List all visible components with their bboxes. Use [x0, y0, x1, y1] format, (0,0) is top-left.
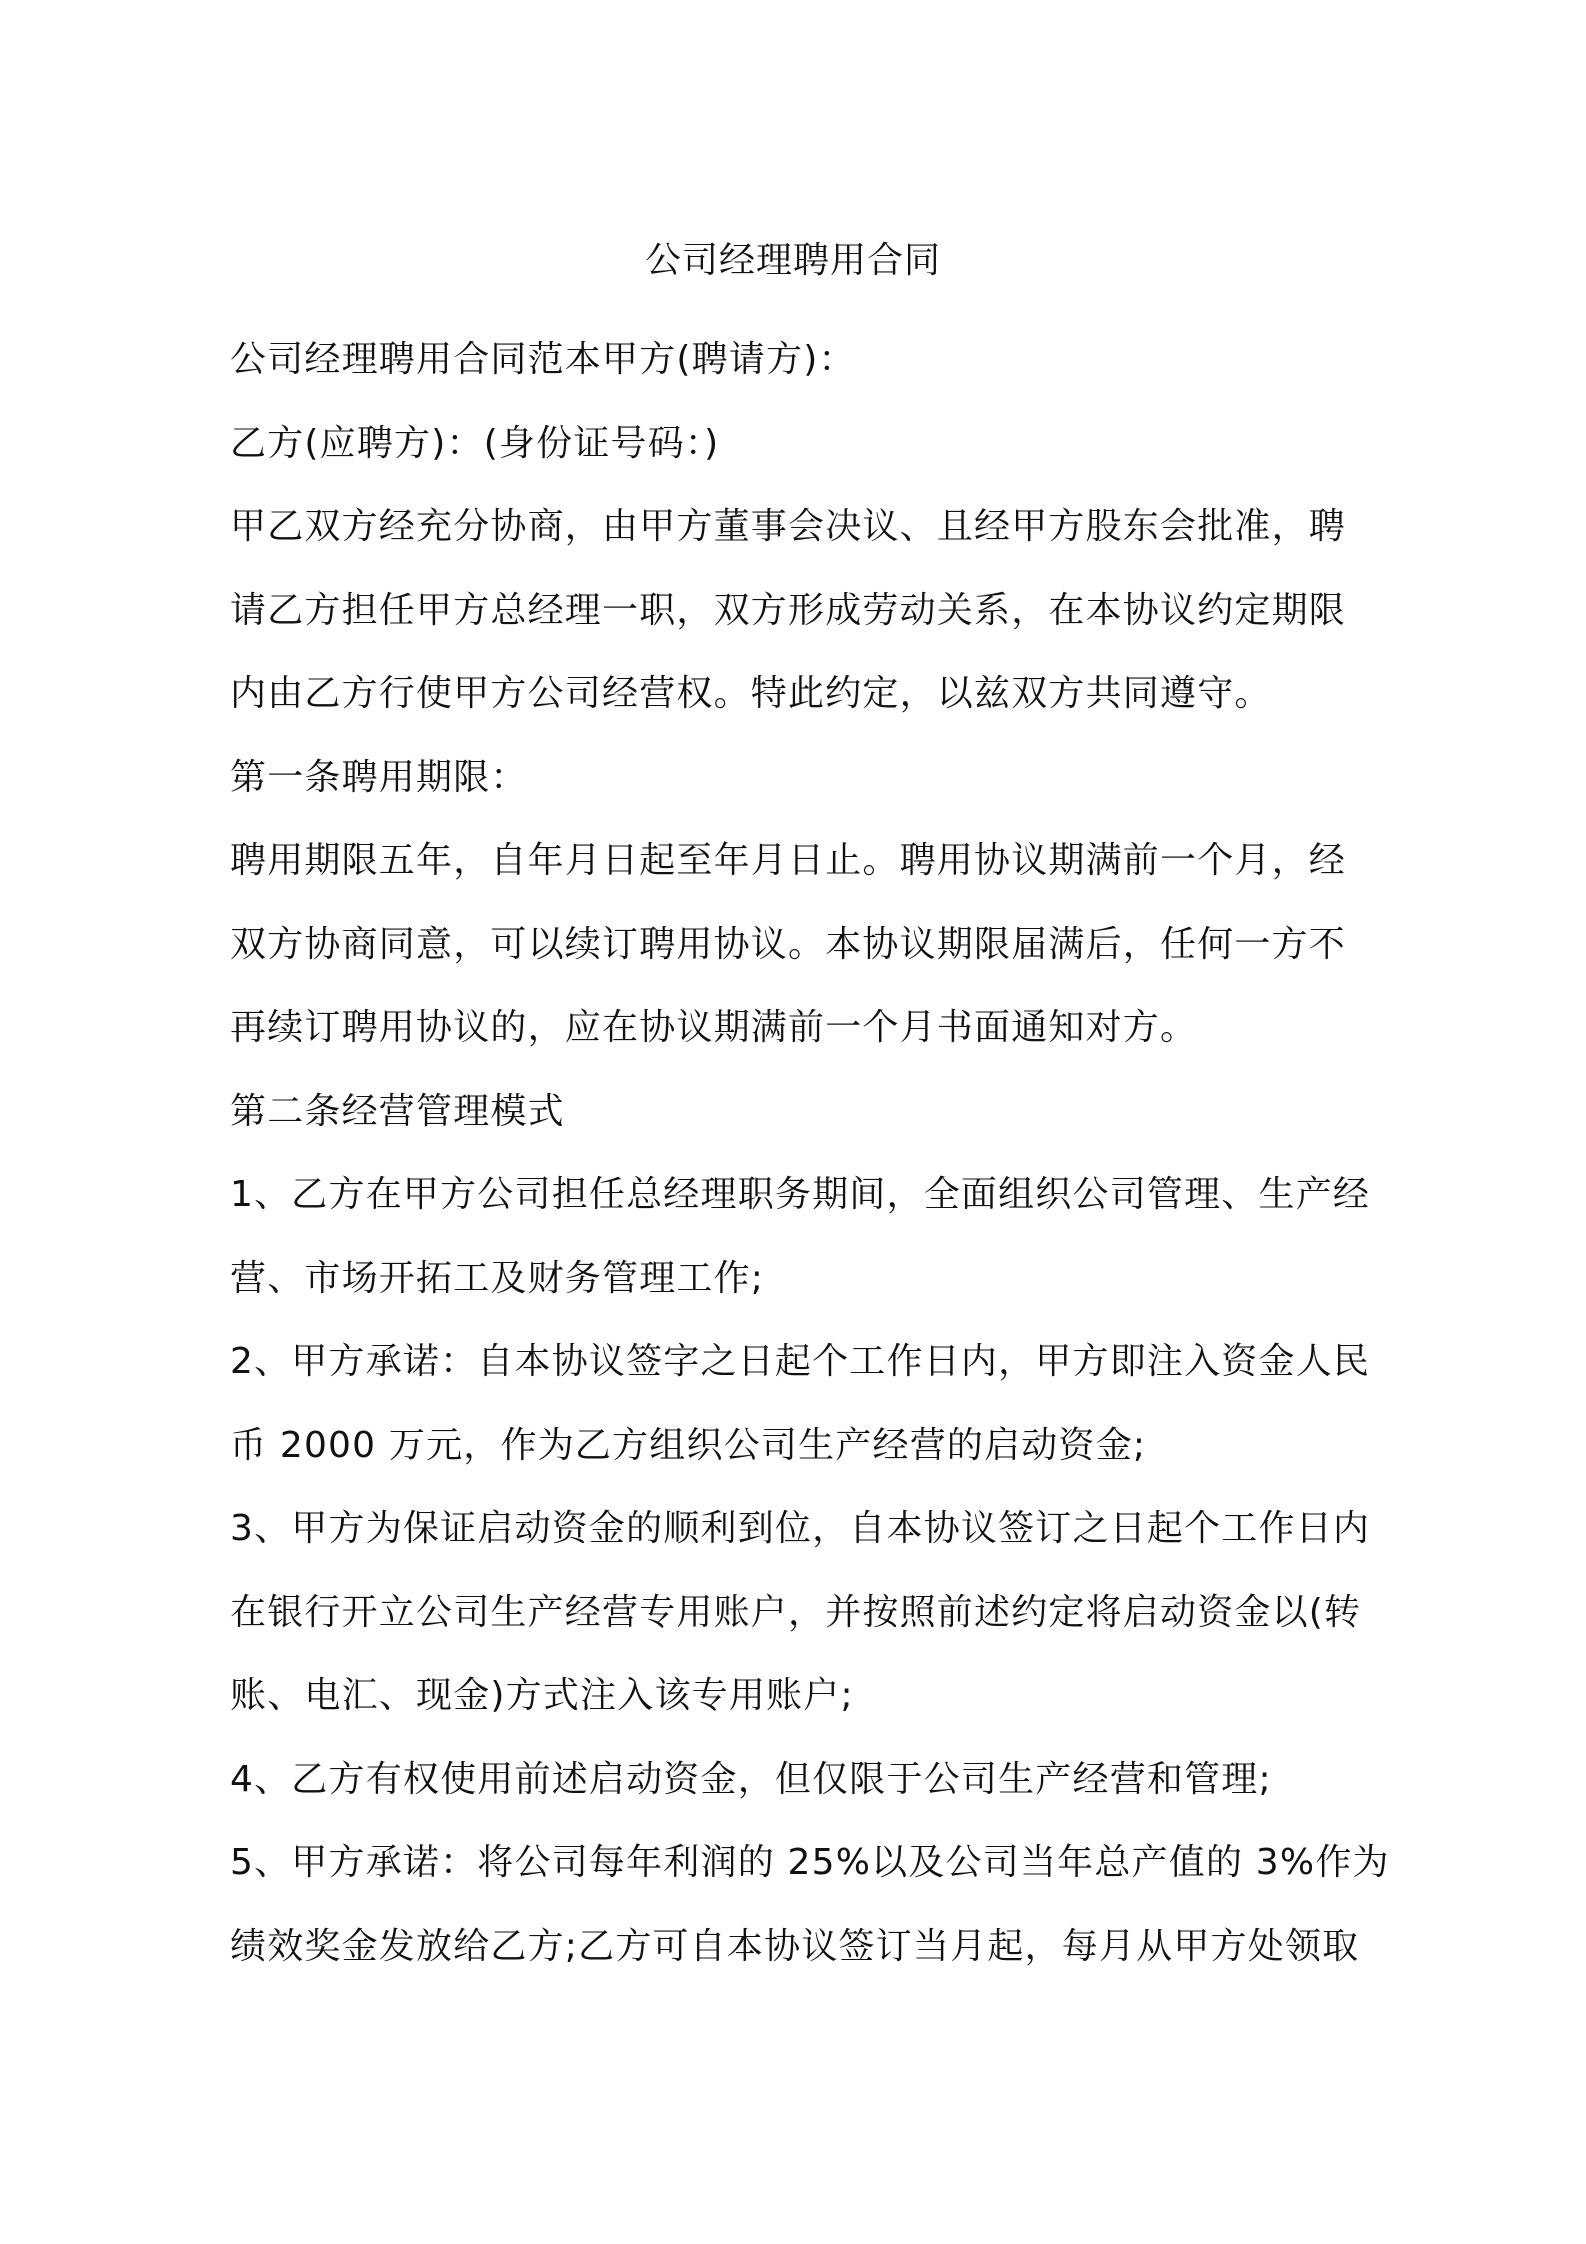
clause-4-line-1: 4、乙方有权使用前述启动资金，但仅限于公司生产经营和管理;: [230, 1758, 1272, 1800]
article-1-line-1: 聘用期限五年，自年月日起至年月日止。聘用协议期满前一个月，经: [230, 840, 1347, 881]
document-body: [230, 318, 1390, 1988]
text-line-party-b: 乙方(应聘方)：(身份证号码：): [230, 422, 720, 464]
clause-2-line-1: 2、甲方承诺：自本协议签字之日起个工作日内，甲方即注入资金人民: [230, 1341, 1371, 1382]
clause-3-line-1: 3、甲方为保证启动资金的顺利到位，自本协议签订之日起个工作日内: [230, 1508, 1371, 1549]
article-2-heading: 第二条经营管理模式: [230, 1090, 565, 1132]
article-1-heading: 第一条聘用期限：: [230, 756, 528, 798]
document-title: 公司经理聘用合同: [644, 240, 941, 281]
text-line-preamble-3: 内由乙方行使甲方公司经营权。特此约定，以兹双方共同遵守。: [230, 673, 1272, 714]
clause-1-line-1: 1、乙方在甲方公司担任总经理职务期间，全面组织公司管理、生产经: [230, 1174, 1371, 1215]
text-line-party-a: 公司经理聘用合同范本甲方(聘请方)：: [230, 339, 856, 380]
clause-5-line-1: 5、甲方承诺：将公司每年利润的 25%以及公司当年总产值的 3%作为: [230, 1842, 1390, 1883]
article-1-line-2: 双方协商同意，可以续订聘用协议。本协议期限届满后，任何一方不: [230, 923, 1347, 965]
clause-2-line-2: 币 2000 万元，作为乙方组织公司生产经营的启动资金;: [230, 1424, 1147, 1466]
article-1-line-3: 再续订聘用协议的，应在协议期满前一个月书面通知对方。: [230, 1007, 1198, 1048]
clause-5-line-2: 绩效奖金发放给乙方;乙方可自本协议签订当月起，每月从甲方处领取: [230, 1925, 1360, 1967]
clause-1-line-2: 营、市场开拓工及财务管理工作;: [230, 1257, 765, 1299]
clause-3-line-3: 账、电汇、现金)方式注入该专用账户;: [230, 1675, 854, 1716]
clause-3-line-2: 在银行开立公司生产经营专用账户，并按照前述约定将启动资金以(转: [230, 1591, 1362, 1633]
text-line-preamble-1: 甲乙双方经充分协商，由甲方董事会决议、且经甲方股东会批准，聘: [230, 506, 1347, 547]
text-line-preamble-2: 请乙方担任甲方总经理一职，双方形成劳动关系，在本协议约定期限: [230, 589, 1347, 631]
